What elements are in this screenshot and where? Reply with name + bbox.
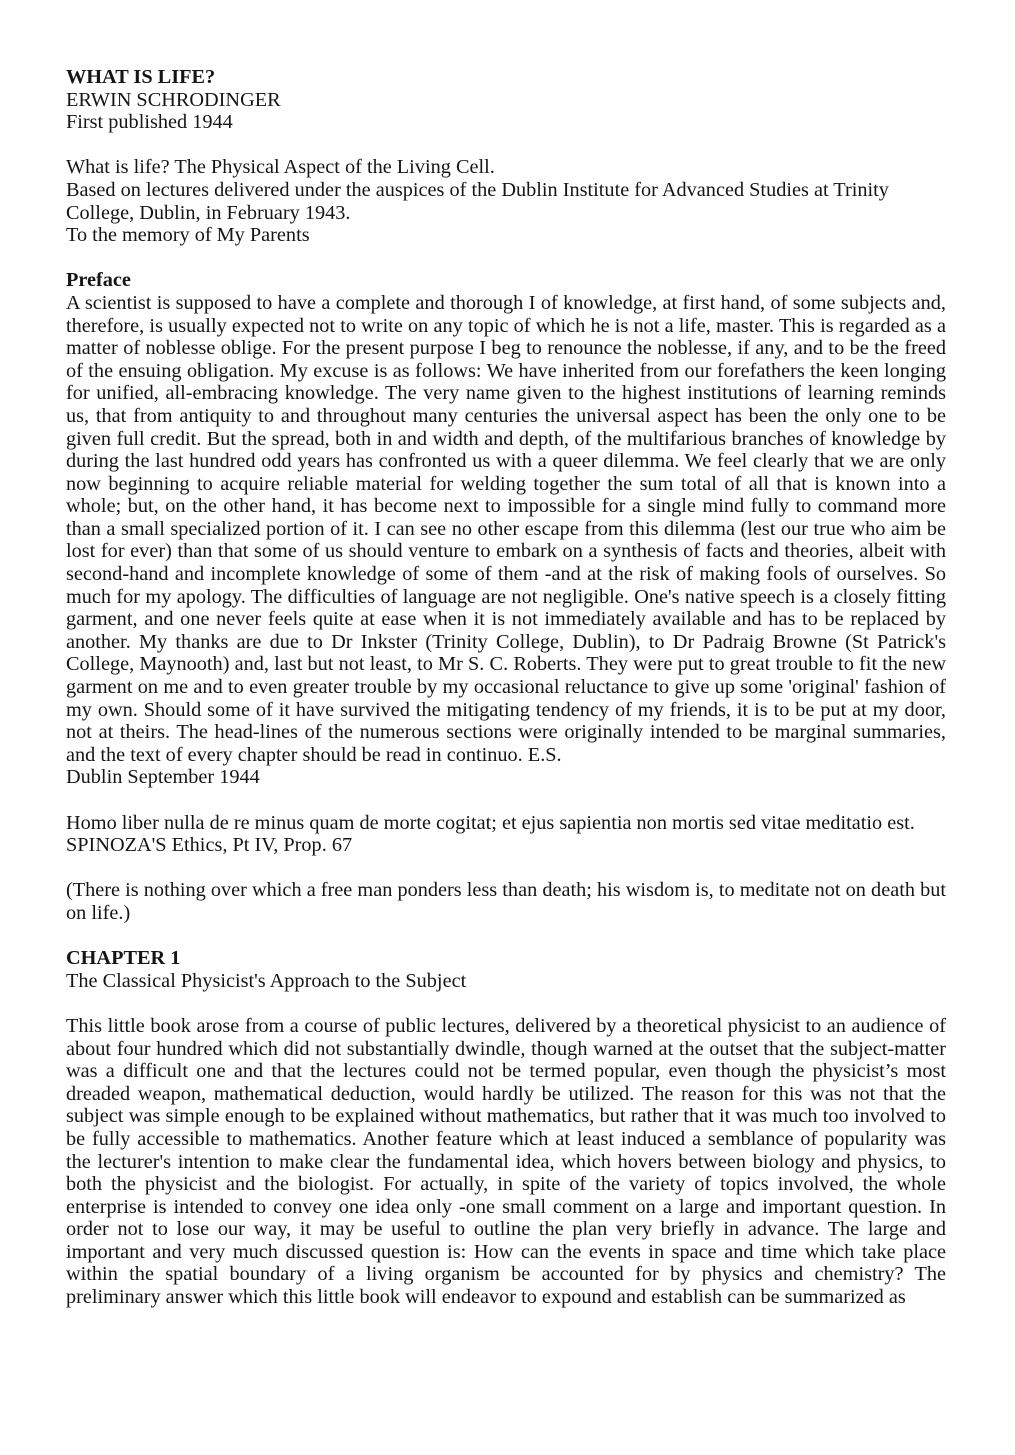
- spacer: [66, 134, 946, 157]
- epigraph-translation: (There is nothing over which a free man ponders less than death; his wisdom is, to meditate not on death but on life.): [66, 879, 946, 924]
- basis-line-1: Based on lectures delivered under the auspices of the Dublin Institute for Advanced Studies at Trinity: [66, 178, 889, 201]
- basis-line-2: College, Dublin, in February 1943.: [66, 201, 351, 224]
- dedication: To the memory of My Parents: [66, 224, 310, 247]
- document-subtitle: What is life? The Physical Aspect of the Living Cell.: [66, 156, 495, 179]
- title-block: [66, 66, 946, 134]
- preface-heading: Preface: [66, 269, 131, 292]
- chapter-body-block: [66, 1015, 946, 1309]
- document-body: [66, 66, 946, 1309]
- chapter-heading: CHAPTER 1: [66, 947, 181, 970]
- epigraph-latin: Homo liber nulla de re minus quam de morte cogitat; et ejus sapientia non mortis sed vitae meditatio est.: [66, 811, 915, 834]
- epigraph-translation-block: [66, 879, 946, 924]
- spacer: [66, 925, 946, 948]
- publication-date: First published 1944: [66, 111, 233, 134]
- preface-section: [66, 269, 946, 789]
- epigraph-block: [66, 812, 946, 857]
- chapter-paragraph: This little book arose from a course of public lectures, delivered by a theoretical physicist to an audience of about four hundred which did not substantially dwindle, though warned at the outset that the subject-matter was a difficult one and that the lectures could not be termed popular, even though the physicist’s most dreaded weapon, mathematical deduction, would hardly be utilized. The reason for this was not that the subject was simple enough to be explained without mathematics, but rather that it was much too involved to be fully accessible to mathematics. Another feature which at least induced a semblance of popularity was the lecturer's intention to make clear the fundamental idea, which hovers between biology and physics, to both the physicist and the biologist. For actually, in spite of the variety of topics involved, the whole enterprise is intended to convey one idea only -one small comment on a large and important question. In order not to lose our way, it may be useful to outline the plan very briefly in advance. The large and important and very much discussed question is: How can the events in space and time which take place within the spatial boundary of a living organism be accounted for by physics and chemistry? The preliminary answer which this little book will endeavor to expound and establish can be summarized as: [66, 1014, 946, 1309]
- epigraph-citation: SPINOZA'S Ethics, Pt IV, Prop. 67: [66, 834, 353, 857]
- spacer: [66, 247, 946, 270]
- chapter-section: [66, 947, 946, 992]
- preface-paragraph: A scientist is supposed to have a complete and thorough I of knowledge, at first hand, of some subjects and, therefore, is usually expected not to write on any topic of which he is not a life, master. This is regarded as a matter of noblesse oblige. For the present purpose I beg to renounce the noblesse, if any, and to be the freed of the ensuing obligation. My excuse is as follows: We have inherited from our forefathers the keen longing for unified, all-embracing knowledge. The very name given to the highest institutions of learning reminds us, that from antiquity to and throughout many centuries the universal aspect has been the only one to be given full credit. But the spread, both in and width and depth, of the multifarious branches of knowledge by during the last hundred odd years has confronted us with a queer dilemma. We feel clearly that we are only now beginning to acquire reliable material for welding together the sum total of all that is known into a whole; but, on the other hand, it has become next to impossible for a single mind fully to command more than a small specialized portion of it. I can see no other escape from this dilemma (lest our true who aim be lost for ever) than that some of us should venture to embark on a synthesis of facts and theories, albeit with second-hand and incomplete knowledge of some of them -and at the risk of making fools of ourselves. So much for my apology. The difficulties of language are not negligible. One's native speech is a closely fitting garment, and one never feels quite at ease when it is not immediately available and has to be replaced by another. My thanks are due to Dr Inkster (Trinity College, Dublin), to Dr Padraig Browne (St Patrick's College, Maynooth) and, last but not least, to Mr S. C. Roberts. They were put to great trouble to fit the new garment on me and to even greater trouble by my occasional reluctance to give up some 'original' fashion of my own. Should some of it have survived the mitigating tendency of my friends, it is to be put at my door, not at theirs. The head-lines of the numerous sections were originally intended to be marginal summaries, and the text of every chapter should be read in continuo. E.S.: [66, 291, 946, 766]
- spacer: [66, 992, 946, 1015]
- document-title: WHAT IS LIFE?: [66, 66, 216, 88]
- spacer: [66, 857, 946, 880]
- chapter-subtitle: The Classical Physicist's Approach to the Subject: [66, 969, 467, 992]
- preface-signoff: Dublin September 1944: [66, 766, 260, 789]
- document-author: ERWIN SCHRODINGER: [66, 88, 281, 111]
- frontmatter-block: [66, 156, 946, 246]
- spacer: [66, 789, 946, 812]
